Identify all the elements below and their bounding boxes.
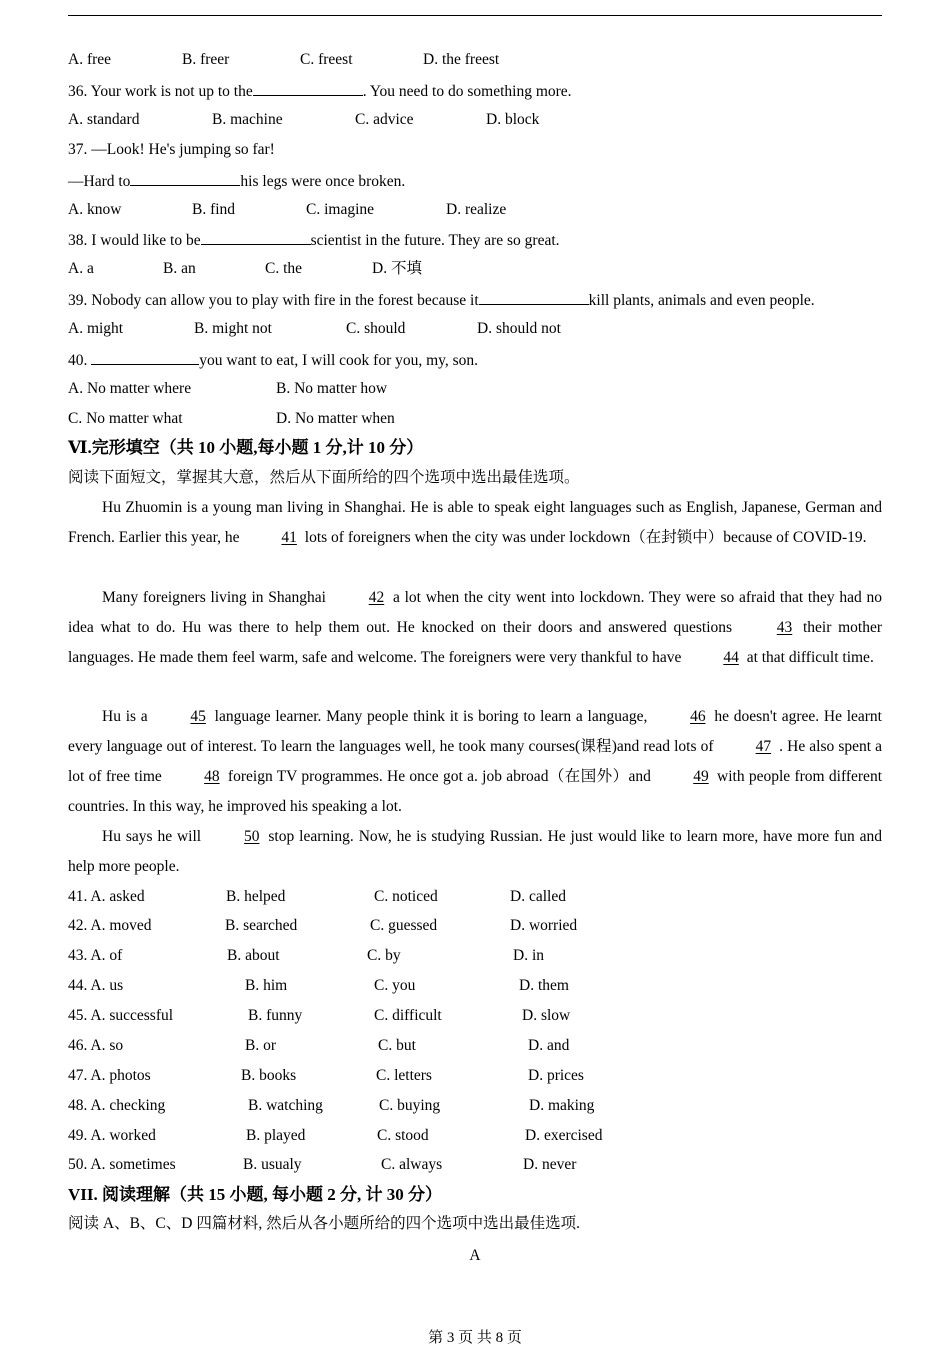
question-39: 39. Nobody can allow you to play with fire in the forest because it kill plants, animals and even people. — [68, 289, 815, 311]
option: C. No matter what — [68, 410, 183, 427]
option: B. or — [245, 1037, 276, 1054]
option: 43. A. of — [68, 947, 123, 964]
option: A. might — [68, 320, 124, 337]
blank-43[interactable]: 43 — [776, 619, 793, 636]
option: C. always — [381, 1156, 443, 1173]
option: 41. A. asked — [68, 888, 145, 905]
option: D. prices — [528, 1067, 584, 1084]
blank-50[interactable]: 50 — [244, 828, 260, 845]
cloze-paragraph-1: Hu Zhuomin is a young man living in Shanghai. He is able to speak eight languages such as English, Japanese, German and French. Earlier this year, he 41 lots of foreigners when the city was under lockdown（在封锁中）because of COVID-19. — [68, 493, 882, 553]
option: 44. A. us — [68, 977, 124, 994]
blank-47[interactable]: 47 — [755, 738, 772, 755]
option: 49. A. worked — [68, 1127, 156, 1144]
option: 48. A. checking — [68, 1097, 166, 1114]
option: 42. A. moved — [68, 917, 152, 934]
answer-blank[interactable] — [201, 229, 311, 245]
cloze-paragraph-4: Hu says he will 50 stop learning. Now, he is studying Russian. He just would like to learn more, have more fun and help more people. — [68, 822, 882, 882]
option: D. should not — [477, 320, 561, 337]
section-6-title: Ⅵ.完形填空（共 10 小题,每小题 1 分,计 10 分） — [68, 438, 424, 457]
option: D. realize — [446, 201, 507, 218]
option: B. machine — [212, 111, 283, 128]
option: A. No matter where — [68, 380, 192, 397]
option: D. called — [510, 888, 566, 905]
blank-41[interactable]: 41 — [281, 529, 297, 546]
part-a-label: A — [469, 1247, 481, 1264]
option: B. usualy — [243, 1156, 302, 1173]
option: B. played — [246, 1127, 306, 1144]
page-footer: 第 3 页 共 8 页 — [428, 1330, 522, 1346]
option: D. 不填 — [372, 260, 422, 277]
option: B. an — [163, 260, 196, 277]
option: B. find — [192, 201, 236, 218]
option: B. helped — [226, 888, 286, 905]
blank-46[interactable]: 46 — [690, 708, 706, 725]
option: D. block — [486, 111, 540, 128]
option: A. free — [68, 51, 112, 68]
question-37-line1: 37. —Look! He's jumping so far! — [68, 141, 275, 158]
option: C. imagine — [306, 201, 375, 218]
option: 46. A. so — [68, 1037, 124, 1054]
blank-48[interactable]: 48 — [204, 768, 220, 785]
option: D. worried — [510, 917, 578, 934]
option: C. guessed — [370, 917, 438, 934]
option: 45. A. successful — [68, 1007, 174, 1024]
section-6-instruction: 阅读下面短文，掌握其大意，然后从下面所给的四个选项中选出最佳选项。 — [68, 469, 580, 486]
option: D. slow — [522, 1007, 571, 1024]
option: C. you — [374, 977, 416, 994]
option: C. difficult — [374, 1007, 442, 1024]
option: D. exercised — [525, 1127, 603, 1144]
option: A. know — [68, 201, 122, 218]
option: B. books — [241, 1067, 297, 1084]
option: B. watching — [248, 1097, 323, 1114]
option: C. but — [378, 1037, 416, 1054]
option: B. might not — [194, 320, 272, 337]
answer-blank[interactable] — [130, 170, 240, 186]
option: A. a — [68, 260, 94, 277]
option: C. by — [367, 947, 401, 964]
option: D. No matter when — [276, 410, 395, 427]
option: B. searched — [225, 917, 298, 934]
option: D. making — [529, 1097, 595, 1114]
option: D. never — [523, 1156, 577, 1173]
blank-49[interactable]: 49 — [693, 768, 709, 785]
question-37-line2: —Hard to his legs were once broken. — [68, 170, 405, 192]
option: C. freest — [300, 51, 353, 68]
option: C. noticed — [374, 888, 438, 905]
question-36: 36. Your work is not up to the . You need to do something more. — [68, 80, 572, 102]
option: C. advice — [355, 111, 414, 128]
answer-blank[interactable] — [253, 80, 363, 96]
option: C. should — [346, 320, 406, 337]
option: D. in — [513, 947, 544, 964]
option: C. the — [265, 260, 303, 277]
cloze-paragraph-3: Hu is a 45 language learner. Many people think it is boring to learn a language, 46 he doesn't agree. He learnt every language out of interest. To learn the languages well, he took many courses(课程)and read lots of 47 . He also spent a lot of free time 48 foreign TV programmes. He once got a. job abroad（在国外）and 49 with people from different countries. In this way, he improved his speaking a lot. — [68, 702, 882, 822]
header-rule — [68, 15, 882, 16]
option: C. letters — [376, 1067, 432, 1084]
option: D. them — [519, 977, 569, 994]
blank-42[interactable]: 42 — [368, 589, 385, 606]
option: A. standard — [68, 111, 140, 128]
option: C. buying — [379, 1097, 441, 1114]
section-7-title: VII. 阅读理解（共 15 小题, 每小题 2 分, 计 30 分） — [68, 1185, 443, 1204]
option: B. funny — [248, 1007, 303, 1024]
option: B. No matter how — [276, 380, 388, 397]
answer-blank[interactable] — [479, 289, 589, 305]
option: 47. A. photos — [68, 1067, 151, 1084]
blank-44[interactable]: 44 — [723, 649, 739, 666]
option: B. about — [227, 947, 280, 964]
blank-45[interactable]: 45 — [190, 708, 206, 725]
option: D. and — [528, 1037, 570, 1054]
option: 50. A. sometimes — [68, 1156, 176, 1173]
cloze-paragraph-2: Many foreigners living in Shanghai 42 a lot when the city went into lockdown. They were so afraid that they had no idea what to do. Hu was there to help them out. He knocked on their doors and answered questions 43 their mother languages. He made them feel warm, safe and welcome. The foreigners were very thankful to have 44 at that difficult time. — [68, 583, 882, 673]
question-40: 40. you want to eat, I will cook for you, my, son. — [68, 349, 478, 371]
question-38: 38. I would like to be scientist in the future. They are so great. — [68, 229, 560, 251]
section-7-instruction: 阅读 A、B、C、D 四篇材料, 然后从各小题所给的四个选项中选出最佳选项. — [68, 1215, 580, 1232]
option: B. him — [245, 977, 288, 994]
answer-blank[interactable] — [91, 349, 199, 365]
option: B. freer — [182, 51, 230, 68]
option: D. the freest — [423, 51, 500, 68]
option: C. stood — [377, 1127, 429, 1144]
